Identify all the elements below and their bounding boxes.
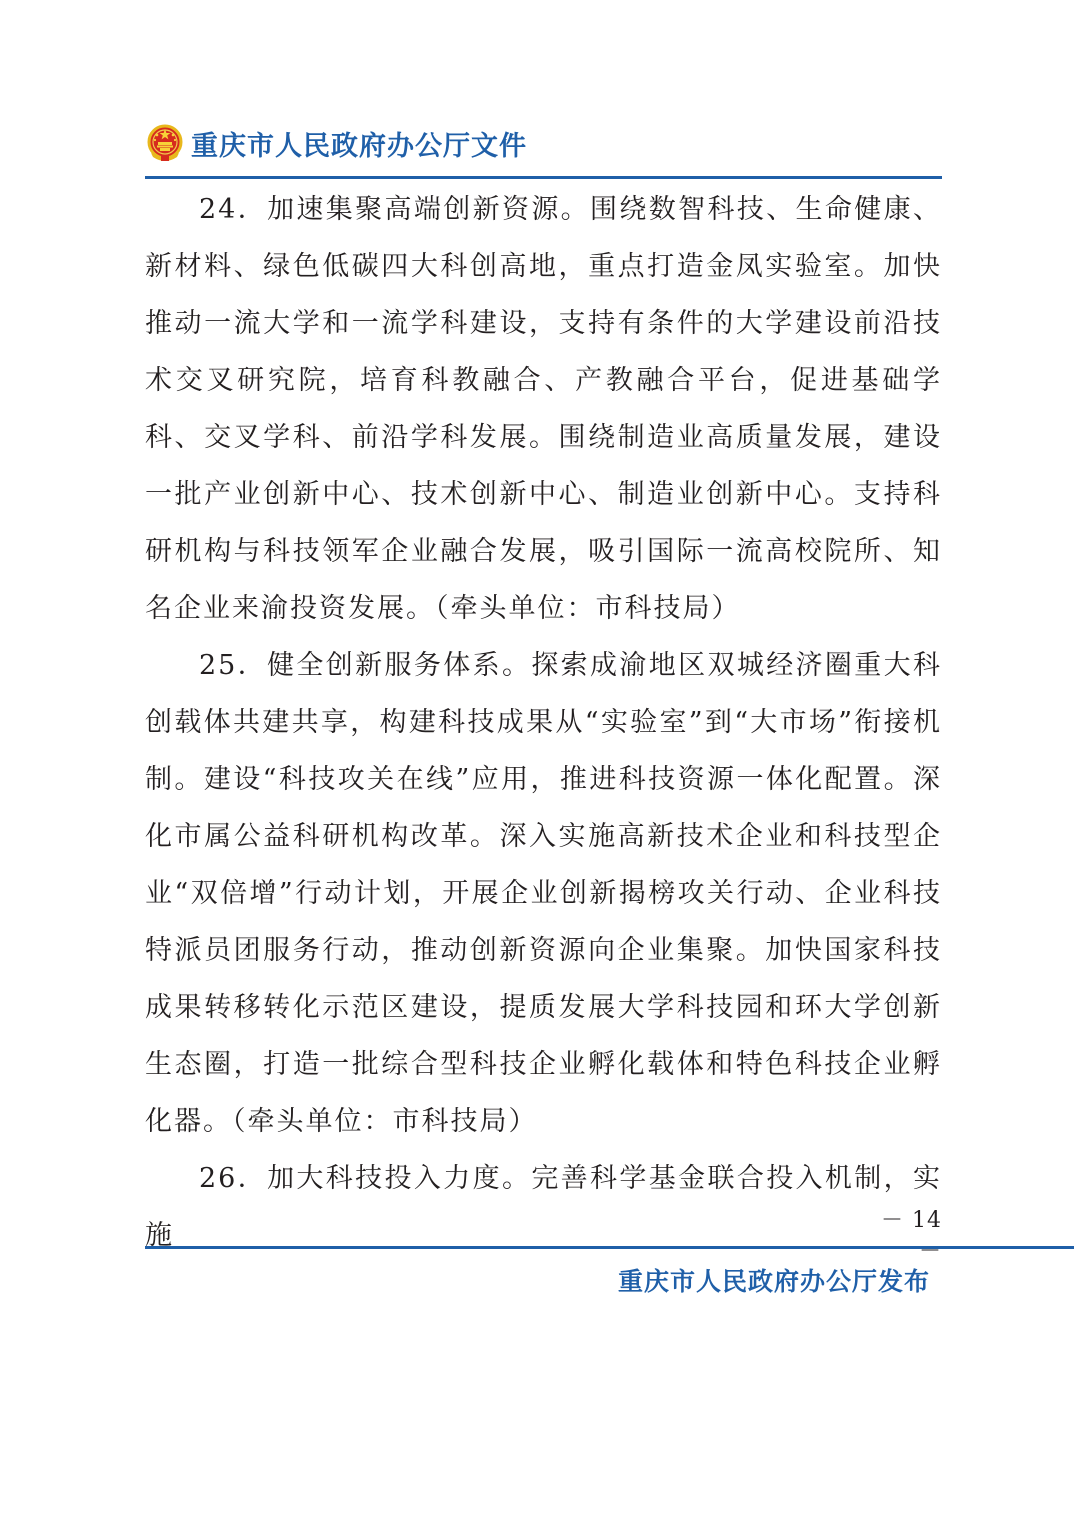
footer-divider (145, 1246, 1074, 1249)
paragraph-25: 25．健全创新服务体系。探索成渝地区双城经济圈重大科创载体共建共享，构建科技成果从“实验室”到“大市场”衔接机制。建设“科技攻关在线”应用，推进科技资源一体化配置。深化市属公益科研机构改革。深入实施高新技术企业和科技型企业“双倍增”行动计划，开展企业创新揭榜攻关行动、企业科技特派员团服务行动，推动创新资源向企业集聚。加快国家科技成果转移转化示范区建设，提质发展大学科技园和环大学创新生态圈，打造一批综合型科技企业孵化载体和特色科技企业孵化器。（牵头单位：市科技局） (145, 650, 942, 1137)
document-header (145, 118, 527, 168)
footer-publisher: 重庆市人民政府办公厅发布 (617, 1267, 930, 1296)
paragraph-24: 24．加速集聚高端创新资源。围绕数智科技、生命健康、新材料、绿色低碳四大科创高地，重点打造金凤实验室。加快推动一流大学和一流学科建设，支持有条件的大学建设前沿技术交叉研究院，培育科教融合、产教融合平台，促进基础学科、交叉学科、前沿学科发展。围绕制造业高质量发展，建设一批产业创新中心、技术创新中心、制造业创新中心。支持科研机构与科技领军企业融合发展，吸引国际一流高校院所、知名企业来渝投资发展。（牵头单位：市科技局） (145, 194, 942, 624)
document-body (145, 181, 942, 1264)
page-number: － 14 － (881, 1208, 942, 1264)
national-emblem-icon (145, 123, 185, 163)
header-divider (145, 176, 942, 179)
header-title: 重庆市人民政府办公厅文件 (191, 130, 527, 162)
paragraph-26: 26．加大科技投入力度。完善科学基金联合投入机制，实施 (145, 1163, 942, 1251)
